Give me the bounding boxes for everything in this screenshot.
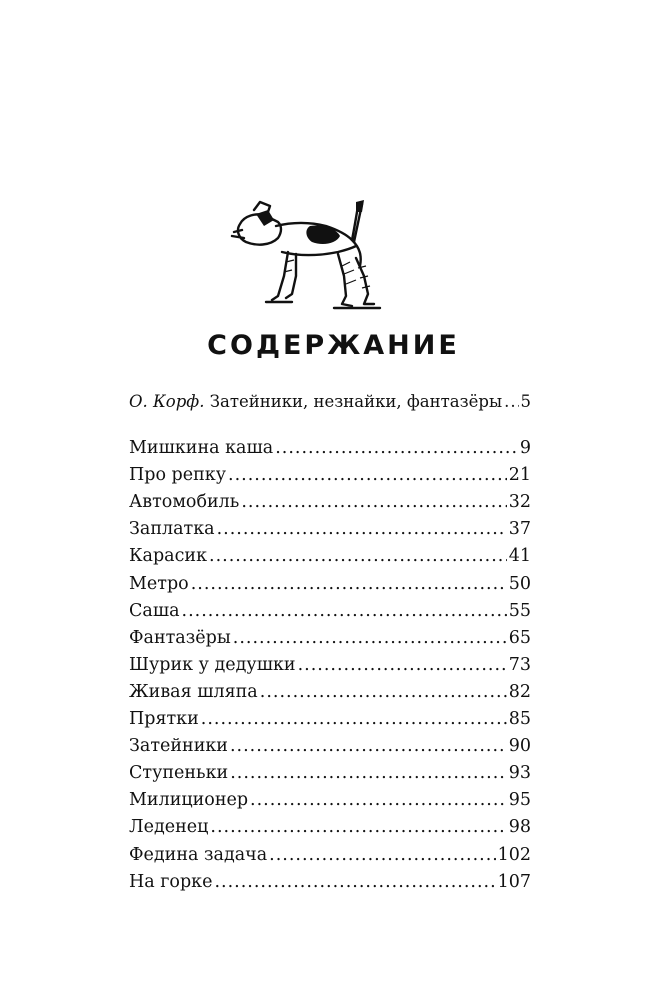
- toc-entry[interactable]: [129, 842, 531, 869]
- dot-leader: [228, 462, 507, 489]
- toc-intro-page: 5: [520, 392, 531, 411]
- dog-icon: [226, 196, 388, 312]
- toc-entry-page: 50: [508, 573, 531, 594]
- dot-leader: [504, 388, 518, 415]
- toc-entry-title: Прятки: [129, 709, 199, 730]
- toc-entry-title: Затейники: [129, 736, 228, 757]
- toc-entry-title: Мишкина каша: [129, 438, 274, 459]
- toc-entry-page: 9: [519, 438, 531, 459]
- dot-leader: [210, 814, 506, 841]
- toc-entry-title: Фантазёры: [129, 627, 231, 648]
- toc-entry-title: Про репку: [129, 465, 227, 486]
- dot-leader: [260, 679, 507, 706]
- toc-entry[interactable]: [129, 543, 531, 570]
- dot-leader: [214, 869, 495, 896]
- dot-leader: [191, 571, 507, 598]
- dot-leader: [233, 625, 507, 652]
- toc-entry-title: Метро: [129, 573, 189, 594]
- toc-entry-page: 107: [497, 871, 531, 892]
- toc-entry-title: Карасик: [129, 546, 208, 567]
- dot-leader: [269, 842, 495, 869]
- toc-intro-entry[interactable]: [129, 388, 531, 415]
- toc-entry-title: Живая шляпа: [129, 681, 258, 702]
- toc-entry-page: 82: [508, 681, 531, 702]
- toc-intro-author: О. Корф.: [129, 392, 205, 411]
- toc-entry[interactable]: [129, 787, 531, 814]
- toc-entry[interactable]: [129, 733, 531, 760]
- toc-entry-page: 93: [508, 763, 531, 784]
- toc-intro-title: Затейники, незнайки, фантазёры: [209, 392, 503, 411]
- toc-entry-page: 102: [497, 844, 531, 865]
- toc-entry-page: 37: [508, 519, 531, 540]
- toc-entry-page: 85: [508, 709, 531, 730]
- dot-leader: [230, 760, 507, 787]
- page-title: СОДЕРЖАНИЕ: [207, 330, 460, 361]
- toc-entry-page: 41: [508, 546, 531, 567]
- toc-entry-page: 98: [508, 817, 531, 838]
- toc-entries: [129, 435, 531, 896]
- dot-leader: [201, 706, 507, 733]
- toc-entry[interactable]: [129, 516, 531, 543]
- toc-entry-title: Федина задача: [129, 844, 268, 865]
- dot-leader: [241, 489, 506, 516]
- toc-entry[interactable]: [129, 598, 531, 625]
- toc-entry[interactable]: [129, 679, 531, 706]
- toc-entry-page: 73: [508, 654, 531, 675]
- toc-entry-title: Саша: [129, 600, 180, 621]
- toc-entry-title: Заплатка: [129, 519, 215, 540]
- dot-leader: [298, 652, 507, 679]
- dot-leader: [275, 435, 518, 462]
- toc-entry-page: 55: [508, 600, 531, 621]
- toc-entry-title: Милиционер: [129, 790, 249, 811]
- dot-leader: [182, 598, 507, 625]
- toc-entry[interactable]: [129, 462, 531, 489]
- toc-entry-page: 65: [508, 627, 531, 648]
- toc-entry-title: Шурик у дедушки: [129, 654, 296, 675]
- dot-leader: [250, 787, 507, 814]
- toc-entry-title: Леденец: [129, 817, 209, 838]
- toc-entry-page: 21: [508, 465, 531, 486]
- table-of-contents: [129, 388, 531, 896]
- toc-entry[interactable]: [129, 625, 531, 652]
- toc-entry[interactable]: [129, 706, 531, 733]
- toc-entry-page: 90: [508, 736, 531, 757]
- toc-entry[interactable]: [129, 652, 531, 679]
- dot-leader: [209, 543, 507, 570]
- toc-entry[interactable]: [129, 489, 531, 516]
- dot-leader: [217, 516, 507, 543]
- toc-entry-page: 32: [508, 492, 531, 513]
- toc-entry-title: На горке: [129, 871, 213, 892]
- toc-entry-title: Ступеньки: [129, 763, 229, 784]
- toc-entry[interactable]: [129, 435, 531, 462]
- toc-entry[interactable]: [129, 814, 531, 841]
- toc-intro-text: [129, 388, 502, 415]
- toc-entry-page: 95: [508, 790, 531, 811]
- toc-entry[interactable]: [129, 869, 531, 896]
- dot-leader: [230, 733, 507, 760]
- toc-entry[interactable]: [129, 760, 531, 787]
- toc-entry-title: Автомобиль: [129, 492, 240, 513]
- toc-entry[interactable]: [129, 571, 531, 598]
